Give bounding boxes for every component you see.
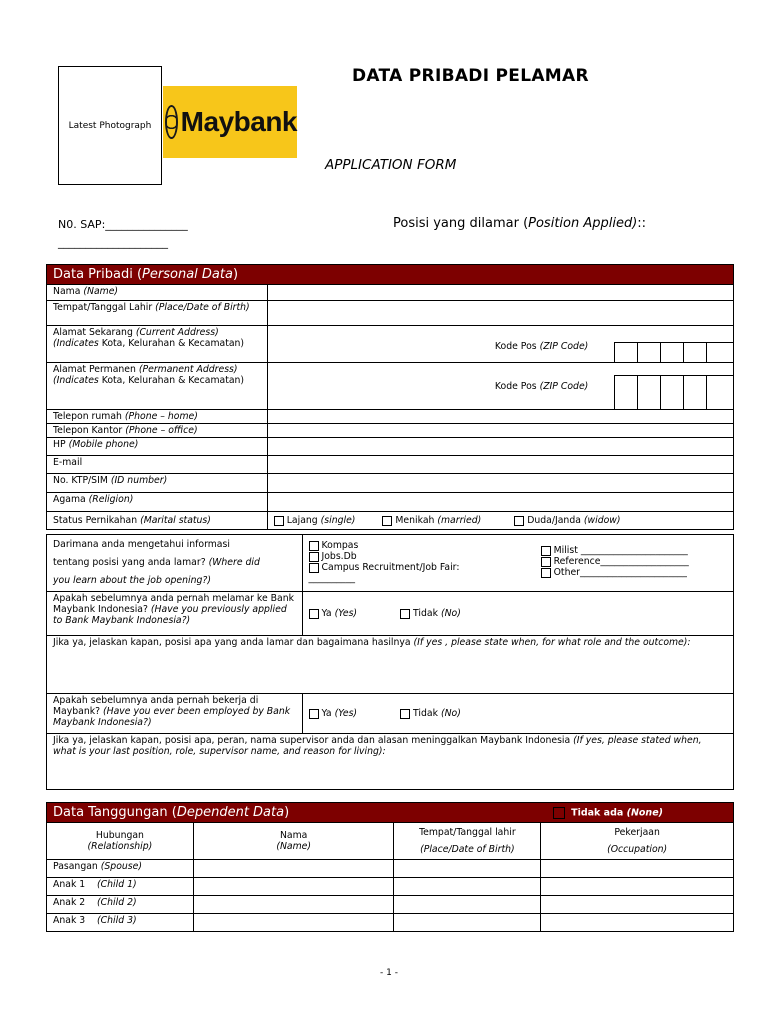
applied-details-field[interactable]: Jika ya, jelaskan kapan, posisi apa yang anda lamar dan bagaimana hasilnya (If yes , please state when, for what role and the outcome):: [47, 636, 734, 694]
id-input[interactable]: [267, 474, 733, 493]
occupation-cell[interactable]: [541, 896, 734, 914]
row-label: Anak 1 (Child 1): [47, 878, 194, 896]
kompas-checkbox[interactable]: Kompas: [309, 540, 529, 551]
table-row: [47, 914, 734, 932]
phone-office-input[interactable]: [267, 424, 733, 438]
col-relationship: Hubungan (Relationship): [47, 823, 194, 860]
page-title: DATA PRIBADI PELAMAR: [352, 66, 589, 86]
current-zip-cell: [480, 326, 734, 363]
personal-data-header: Data Pribadi (Personal Data): [47, 265, 734, 285]
birth-cell[interactable]: [394, 914, 541, 932]
employment-details-field[interactable]: Jika ya, jelaskan kapan, posisi apa, peran, nama supervisor anda dan alasan meninggalkan Maybank Indonesia (If yes, please stated when, what is your last position, role, supervisor name, and reason for living):: [47, 734, 734, 790]
photo-placeholder: [58, 66, 162, 185]
applied-yes-checkbox[interactable]: Ya (Yes): [309, 608, 358, 619]
application-history-table: [46, 534, 734, 790]
married-checkbox[interactable]: Menikah (married): [382, 515, 481, 526]
name-cell[interactable]: [193, 896, 394, 914]
employed-yes-checkbox[interactable]: Ya (Yes): [309, 708, 358, 719]
phone-office-label: Telepon Kantor (Phone – office): [47, 424, 268, 438]
employed-no-checkbox[interactable]: Tidak (No): [400, 708, 461, 719]
sap-number-field[interactable]: N0. SAP:_______________: [58, 218, 188, 231]
religion-input[interactable]: [267, 493, 733, 512]
current-zip-boxes[interactable]: [614, 342, 734, 363]
source-options-right: [535, 535, 734, 592]
sap-number-line: ____________________: [58, 236, 168, 249]
no-dependent-option[interactable]: Tidak ada (None): [541, 803, 734, 823]
maybank-emblem-icon: [165, 105, 178, 139]
current-zip-label: Kode Pos (ZIP Code): [494, 341, 589, 352]
reference-checkbox[interactable]: Reference___________________: [541, 556, 727, 567]
table-row: [47, 878, 734, 896]
permanent-zip-label: Kode Pos (ZIP Code): [494, 381, 589, 392]
current-address-label: Alamat Sekarang (Current Address) (Indicates Kota, Kelurahan & Kecamatan): [47, 326, 268, 363]
col-occupation: Pekerjaan (Occupation): [541, 823, 734, 860]
name-cell[interactable]: [193, 878, 394, 896]
mobile-input[interactable]: [267, 438, 733, 456]
occupation-cell[interactable]: [541, 878, 734, 896]
dependent-data-header: Data Tanggungan (Dependent Data): [47, 803, 541, 823]
table-row: [47, 860, 734, 878]
id-label: No. KTP/SIM (ID number): [47, 474, 268, 493]
email-input[interactable]: [267, 456, 733, 474]
col-birth: Tempat/Tanggal lahir (Place/Date of Birth): [394, 823, 541, 860]
milist-checkbox[interactable]: Milist _______________________: [541, 545, 727, 556]
applied-no-checkbox[interactable]: Tidak (No): [400, 608, 461, 619]
birth-cell[interactable]: [394, 878, 541, 896]
source-question: Darimana anda mengetahui informasi tentang posisi yang anda lamar? (Where did you learn about the job opening?): [47, 535, 303, 592]
religion-label: Agama (Religion): [47, 493, 268, 512]
permanent-address-input[interactable]: [267, 363, 480, 410]
single-checkbox[interactable]: Lajang (single): [274, 515, 356, 526]
phone-home-label: Telepon rumah (Phone – home): [47, 410, 268, 424]
position-applied-field[interactable]: Posisi yang dilamar (Position Applied)::: [393, 216, 647, 231]
widow-checkbox[interactable]: Duda/Janda (widow): [514, 515, 620, 526]
dependent-data-table: [46, 802, 734, 932]
personal-data-table: [46, 264, 734, 530]
permanent-address-label: Alamat Permanen (Permanent Address) (Indicates Kota, Kelurahan & Kecamatan): [47, 363, 268, 410]
birth-cell[interactable]: [394, 860, 541, 878]
jobsdb-checkbox[interactable]: Jobs.Db: [309, 551, 529, 562]
name-cell[interactable]: [193, 860, 394, 878]
logo-text: Maybank: [180, 106, 297, 137]
applied-before-question: Apakah sebelumnya anda pernah melamar ke Bank Maybank Indonesia? (Have you previously applied to Bank Maybank Indonesia?): [47, 592, 303, 636]
occupation-cell[interactable]: [541, 860, 734, 878]
permanent-zip-cell: [480, 363, 734, 410]
photo-label: Latest Photograph: [68, 120, 152, 131]
birth-cell[interactable]: [394, 896, 541, 914]
employed-before-question: Apakah sebelumnya anda pernah bekerja di Maybank? (Have you ever been employed by Bank Maybank Indonesia?): [47, 694, 303, 734]
table-row: [47, 896, 734, 914]
other-checkbox[interactable]: Other_______________________: [541, 567, 727, 578]
page-subtitle: APPLICATION FORM: [325, 157, 457, 173]
employed-before-options: [302, 694, 734, 734]
campus-checkbox[interactable]: Campus Recruitment/Job Fair:: [309, 562, 529, 573]
maybank-logo: [163, 86, 297, 158]
campus-line[interactable]: __________: [308, 573, 355, 584]
permanent-zip-boxes[interactable]: [614, 375, 734, 410]
page-number: - 1 -: [380, 968, 398, 978]
occupation-cell[interactable]: [541, 914, 734, 932]
applied-before-options: [302, 592, 734, 636]
birth-label: Tempat/Tanggal Lahir (Place/Date of Birth): [47, 301, 268, 326]
row-label: Pasangan (Spouse): [47, 860, 194, 878]
name-cell[interactable]: [193, 914, 394, 932]
phone-home-input[interactable]: [267, 410, 733, 424]
name-input[interactable]: [267, 285, 733, 301]
col-name: Nama (Name): [193, 823, 394, 860]
name-label: Nama (Name): [47, 285, 268, 301]
source-options-left: [302, 535, 535, 592]
row-label: Anak 2 (Child 2): [47, 896, 194, 914]
marital-label: Status Pernikahan (Marital status): [47, 512, 268, 530]
current-address-input[interactable]: [267, 326, 480, 363]
email-label: E-mail: [47, 456, 268, 474]
row-label: Anak 3 (Child 3): [47, 914, 194, 932]
marital-options: [267, 512, 733, 530]
birth-input[interactable]: [267, 301, 733, 326]
mobile-label: HP (Mobile phone): [47, 438, 268, 456]
